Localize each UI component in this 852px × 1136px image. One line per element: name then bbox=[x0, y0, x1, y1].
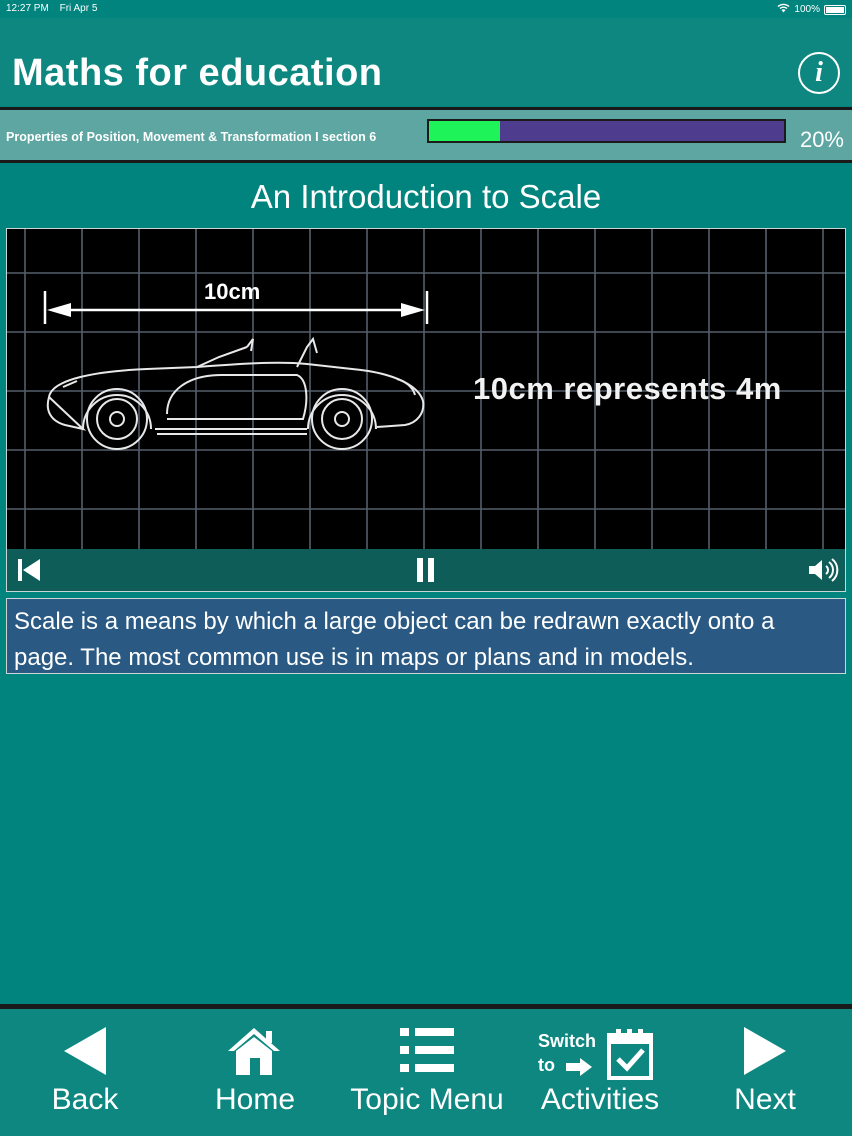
home-icon bbox=[226, 1025, 282, 1079]
restart-icon[interactable] bbox=[16, 557, 42, 588]
volume-icon[interactable] bbox=[807, 557, 841, 588]
topic-menu-label: Topic Menu bbox=[350, 1083, 504, 1116]
wifi-icon bbox=[777, 3, 790, 16]
status-date: Fri Apr 5 bbox=[59, 3, 98, 14]
measure-label: 10cm bbox=[204, 279, 261, 304]
info-icon: i bbox=[815, 57, 823, 88]
switch-label: Switch bbox=[538, 1031, 597, 1051]
home-label: Home bbox=[214, 1083, 296, 1116]
lesson-title: An Introduction to Scale bbox=[250, 178, 602, 215]
to-label: to bbox=[538, 1055, 555, 1075]
activities-label: Activities bbox=[540, 1083, 660, 1116]
app-header bbox=[0, 18, 852, 106]
video-caption: 10cm represents 4m bbox=[473, 371, 782, 406]
calendar-check-icon bbox=[606, 1027, 654, 1081]
section-label: Properties of Position, Movement & Transformation I section 6 bbox=[6, 130, 377, 144]
home-button[interactable] bbox=[190, 1009, 320, 1136]
video-controls bbox=[7, 549, 845, 591]
info-button[interactable] bbox=[798, 52, 840, 94]
battery-percent: 100% bbox=[794, 4, 820, 15]
arrow-right-icon bbox=[564, 1057, 594, 1077]
next-label: Next bbox=[734, 1083, 796, 1116]
battery-icon bbox=[824, 5, 846, 15]
back-label: Back bbox=[51, 1083, 119, 1116]
app-title: Maths for education bbox=[12, 52, 383, 94]
topic-menu-button[interactable] bbox=[342, 1009, 512, 1136]
back-arrow-icon bbox=[62, 1025, 108, 1077]
status-bar bbox=[0, 0, 852, 18]
bottom-navigation bbox=[0, 1004, 852, 1136]
back-button[interactable] bbox=[20, 1009, 150, 1136]
next-arrow-icon bbox=[742, 1025, 788, 1077]
pause-icon[interactable] bbox=[413, 557, 439, 588]
next-button[interactable] bbox=[700, 1009, 830, 1136]
video-frame-image[interactable] bbox=[7, 229, 845, 549]
switch-to-activities-button[interactable] bbox=[530, 1009, 670, 1136]
progress-strip bbox=[0, 107, 852, 163]
progress-fill bbox=[429, 121, 500, 141]
status-time: 12:27 PM bbox=[6, 3, 49, 14]
progress-percent: 20% bbox=[799, 127, 844, 152]
list-icon bbox=[398, 1025, 456, 1075]
video-player[interactable] bbox=[6, 228, 846, 592]
description-text: Scale is a means by which a large object can be redrawn exactly onto a page. The most common use is in maps or plans and in models. bbox=[6, 598, 846, 674]
progress-bar bbox=[427, 119, 786, 143]
